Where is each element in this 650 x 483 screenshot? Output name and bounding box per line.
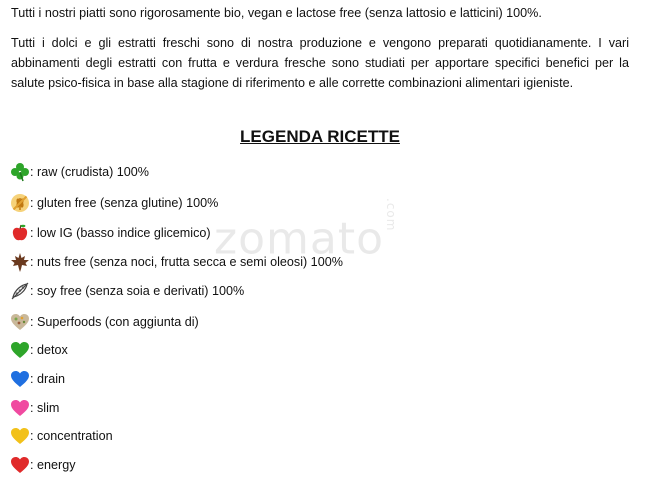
apple-icon [10, 223, 30, 243]
watermark-text: zomato [214, 213, 385, 265]
legend-item-label: : gluten free (senza glutine) 100% [30, 196, 219, 210]
legend-item-detox [10, 339, 68, 361]
legend-item-label: : drain [30, 372, 66, 386]
legend-item-soy-free [10, 280, 244, 302]
legend-item-label: : energy [30, 458, 76, 472]
blue-heart-icon [10, 369, 30, 389]
legend-title: LEGENDA RICETTE [240, 127, 400, 146]
legend-item-drain [10, 368, 65, 390]
clover-icon [10, 162, 30, 182]
legend-item-label: : concentration [30, 429, 113, 443]
pink-heart-icon [10, 398, 30, 418]
legend-item-gluten-free [10, 192, 218, 214]
legend-item-label: : soy free (senza soia e derivati) 100% [30, 284, 245, 298]
superfood-heart-icon [10, 312, 30, 332]
red-heart-icon [10, 455, 30, 475]
maple-leaf-icon [10, 252, 30, 272]
legend-item-slim [10, 397, 59, 419]
legend-item-low-ig [10, 222, 211, 244]
legend-item-energy [10, 454, 76, 476]
intro-paragraph-1: Tutti i nostri piatti sono rigorosamente bio, vegan e lactose free (senza lattosio e latticini) 100%. [11, 6, 542, 20]
legend-item-raw [10, 161, 149, 183]
legend-item-superfoods [10, 311, 199, 333]
watermark-suffix: .com [384, 198, 399, 232]
legend-item-nuts-free [10, 251, 343, 273]
legend-item-label: : Superfoods (con aggiunta di) [30, 315, 199, 329]
legend-item-label: : detox [30, 343, 68, 357]
legend-item-label: : slim [30, 401, 60, 415]
intro-paragraph-2: Tutti i dolci e gli estratti freschi sono di nostra produzione e vengono preparati quotidianamente. I vari abbinamenti degli estratti con frutta e verdura fresche sono studiati per apportare specifici benefici per la salute psico-fisica in base alla stagione di riferimento e alle corrette combinazioni alimentari igieniste. [11, 36, 629, 90]
green-heart-icon [10, 340, 30, 360]
wheat-crossed-icon [10, 193, 30, 213]
yellow-heart-icon [10, 426, 30, 446]
legend-item-label: : nuts free (senza noci, frutta secca e semi oleosi) 100% [30, 255, 343, 269]
legend-item-concentration [10, 425, 113, 447]
soy-pod-icon [10, 281, 30, 301]
legend-item-label: : raw (crudista) 100% [30, 165, 149, 179]
legend-item-label: : low IG (basso indice glicemico) [30, 226, 211, 240]
